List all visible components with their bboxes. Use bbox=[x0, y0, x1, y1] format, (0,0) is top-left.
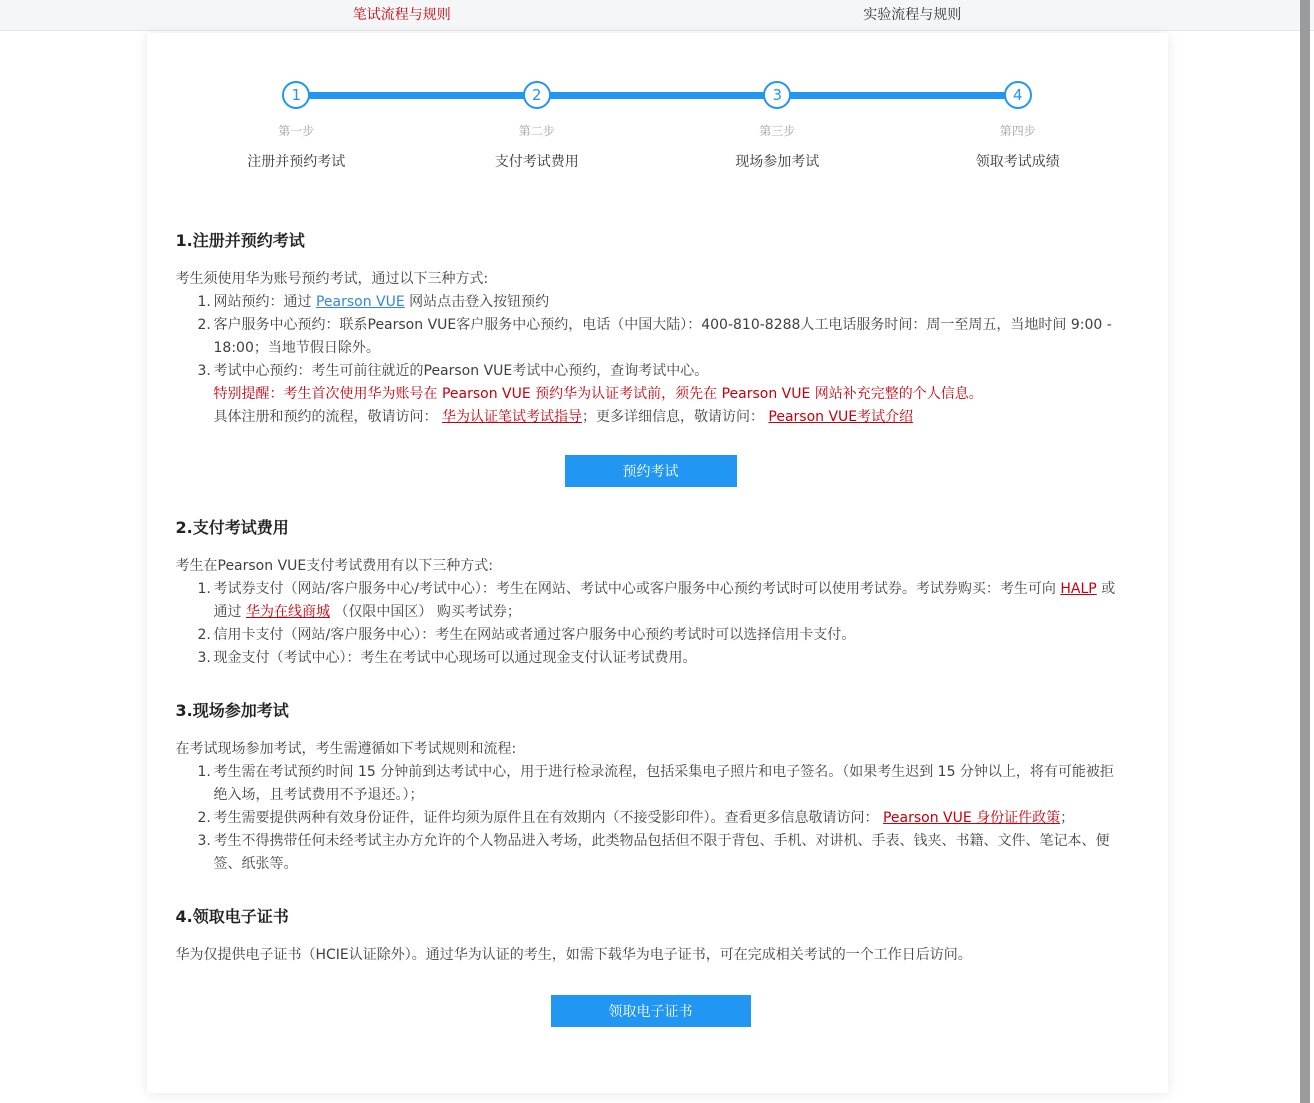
onsite-item-id bbox=[176, 807, 1126, 830]
halp-link[interactable]: HALP bbox=[1060, 581, 1097, 597]
pearson-vue-exam-intro-link[interactable]: Pearson VUE考试介绍 bbox=[768, 409, 914, 425]
top-tab-bar bbox=[0, 0, 1314, 31]
huawei-online-store-link[interactable]: 华为在线商城 bbox=[245, 604, 330, 620]
step-2-title: 支付考试费用 bbox=[494, 154, 579, 170]
section-register-heading: 1.注册并预约考试 bbox=[175, 231, 305, 250]
special-reminder-text: 考生首次使用华为账号在 Pearson VUE 预约华为认证考试前，须先在 Pearson VUE 网站补充完整的个人信息。 bbox=[283, 386, 983, 402]
section-register bbox=[176, 228, 1126, 487]
step-4-circle: 4 bbox=[1004, 81, 1032, 109]
onsite-item-id-text2: ； bbox=[1060, 810, 1075, 826]
onsite-item-belongings-text: 考生不得携带任何未经考试主办方允许的个人物品进入考场，此类物品包括但不限于背包、手机、对讲机、手表、钱夹、书籍、文件、笔记本、便签、纸张等。 bbox=[213, 833, 1110, 872]
step-3-circle: 3 bbox=[763, 81, 791, 109]
register-note-text1: 具体注册和预约的流程，敬请访问： bbox=[213, 409, 442, 425]
register-item-service-center-text: 客户服务中心预约：联系Pearson VUE客户服务中心预约，电话（中国大陆）：400-810-8288人工电话服务时间：周一至周五，当地时间 9:00 - 18:00；当地节假日除外。 bbox=[213, 317, 1112, 356]
section-register-intro: 考生须使用华为账号预约考试，通过以下三种方式: bbox=[175, 271, 489, 287]
stepper-step-2 bbox=[417, 81, 658, 171]
get-ecert-button[interactable]: 领取电子证书 bbox=[551, 995, 751, 1027]
register-item-test-center bbox=[176, 360, 1126, 383]
step-1-label: 第一步 bbox=[278, 124, 315, 138]
step-2-circle: 2 bbox=[523, 81, 551, 109]
payment-item-voucher-text2: 或通过 bbox=[213, 581, 1116, 620]
list-marker: 1. bbox=[197, 294, 211, 310]
step-4-label: 第四步 bbox=[999, 124, 1036, 138]
step-1-circle: 1 bbox=[282, 81, 310, 109]
register-note-text2: ；更多详细信息，敬请访问： bbox=[581, 409, 769, 425]
register-item-test-center-text: 考试中心预约：考生可前往就近的Pearson VUE考试中心预约，查询考试中心。 bbox=[213, 363, 709, 379]
stepper-step-4 bbox=[898, 81, 1139, 171]
scrollbar bbox=[1300, 0, 1310, 1103]
list-marker: 2. bbox=[197, 627, 211, 643]
step-2-label: 第二步 bbox=[518, 124, 555, 138]
onsite-item-belongings bbox=[176, 830, 1126, 876]
book-exam-button[interactable]: 预约考试 bbox=[565, 455, 737, 487]
onsite-item-id-text1: 考生需要提供两种有效身份证件，证件均须为原件且在有效期内（不接受影印件）。查看更多信息敬请访问： bbox=[213, 810, 883, 826]
tab-lab-exam-rules[interactable]: 实验流程与规则 bbox=[863, 7, 962, 23]
list-marker: 2. bbox=[197, 810, 211, 826]
register-note bbox=[176, 406, 1126, 429]
section-onsite-heading: 3.现场参加考试 bbox=[175, 701, 289, 720]
list-marker: 1. bbox=[197, 581, 211, 597]
register-item-service-center bbox=[176, 314, 1126, 360]
special-reminder bbox=[176, 383, 1126, 406]
section-certificate-intro: 华为仅提供电子证书（HCIE认证除外）。通过华为认证的考生，如需下载华为电子证书，可在完成相关考试的一个工作日后访问。 bbox=[175, 947, 972, 963]
onsite-item-arrival bbox=[176, 761, 1126, 807]
payment-item-credit-card-text: 信用卡支付（网站/客户服务中心）：考生在网站或者通过客户服务中心预约考试时可以选择信用卡支付。 bbox=[213, 627, 856, 643]
written-exam-guide-link[interactable]: 华为认证笔试考试指导 bbox=[441, 409, 582, 425]
stepper bbox=[147, 33, 1168, 171]
scrollbar-thumb[interactable] bbox=[1300, 0, 1310, 1103]
section-payment bbox=[176, 515, 1126, 670]
payment-item-cash bbox=[176, 647, 1126, 670]
step-3-label: 第三步 bbox=[759, 124, 796, 138]
special-reminder-label: 特别提醒： bbox=[213, 386, 284, 402]
register-item-website-text2: 网站点击登入按钮预约 bbox=[404, 294, 550, 310]
step-4-title: 领取考试成绩 bbox=[975, 154, 1060, 170]
main-content-card bbox=[147, 33, 1168, 1093]
onsite-item-arrival-text: 考生需在考试预约时间 15 分钟前到达考试中心，用于进行检录流程，包括采集电子照片和电子签名。（如果考生迟到 15 分钟以上，将有可能被拒绝入场，且考试费用不予退还。）； bbox=[213, 764, 1114, 803]
pearson-vue-link[interactable]: Pearson VUE bbox=[315, 294, 405, 310]
tab-written-exam-rules[interactable]: 笔试流程与规则 bbox=[352, 7, 451, 23]
list-marker: 3. bbox=[197, 363, 211, 379]
section-onsite-intro: 在考试现场参加考试，考生需遵循如下考试规则和流程: bbox=[175, 741, 517, 757]
payment-item-voucher-text3: （仅限中国区） 购买考试券； bbox=[329, 604, 521, 620]
list-marker: 3. bbox=[197, 833, 211, 849]
section-payment-intro: 考生在Pearson VUE支付考试费用有以下三种方式: bbox=[175, 558, 493, 574]
section-certificate-heading: 4.领取电子证书 bbox=[175, 907, 289, 926]
payment-item-voucher bbox=[176, 578, 1126, 624]
section-onsite bbox=[176, 698, 1126, 876]
list-marker: 1. bbox=[197, 764, 211, 780]
step-3-title: 现场参加考试 bbox=[735, 154, 820, 170]
step-1-title: 注册并预约考试 bbox=[247, 154, 346, 170]
payment-item-cash-text: 现金支付（考试中心）：考生在考试中心现场可以通过现金支付认证考试费用。 bbox=[213, 650, 697, 666]
stepper-step-3 bbox=[657, 81, 898, 171]
payment-item-credit-card bbox=[176, 624, 1126, 647]
register-item-website bbox=[176, 291, 1126, 314]
section-payment-heading: 2.支付考试费用 bbox=[175, 518, 289, 537]
register-item-website-text: 网站预约：通过 bbox=[213, 294, 316, 310]
payment-item-voucher-text1: 考试券支付（网站/客户服务中心/考试中心）：考生在网站、考试中心或客户服务中心预约考试时可以使用考试券。考试券购买：考生可向 bbox=[213, 581, 1061, 597]
section-certificate bbox=[176, 904, 1126, 1027]
pearson-vue-id-policy-link[interactable]: Pearson VUE 身份证件政策 bbox=[882, 810, 1061, 826]
stepper-step-1 bbox=[176, 81, 417, 171]
list-marker: 3. bbox=[197, 650, 211, 666]
list-marker: 2. bbox=[197, 317, 211, 333]
